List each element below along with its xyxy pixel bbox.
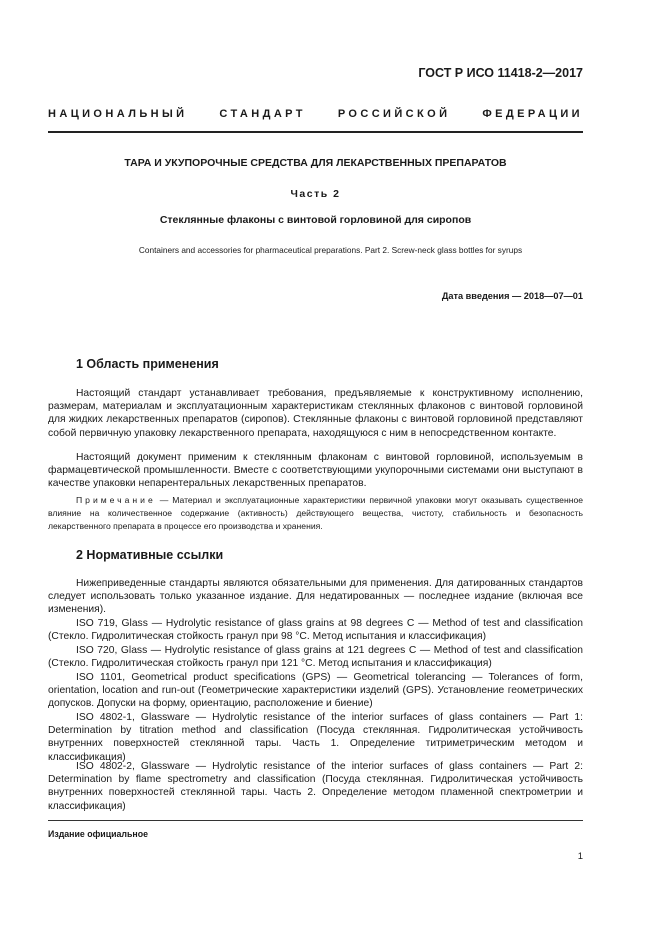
- reference-iso-720: ISO 720, Glass — Hydrolytic resistance of glass grains at 121 degrees C — Method of test and classification (Стекло. Гидролитическая стойкость гранул при 121 °С. Метод испытания и классификация): [48, 645, 583, 670]
- section-1-paragraph-2: Настоящий документ применим к стеклянным флаконам с винтовой горловиной, используемым в фармацевтической промышленности. Вместе с соответствующими укупорочными системами они выступают в качестве упаковки непарентеральных лекарственных препаратов.: [48, 452, 583, 490]
- header-rule: [48, 131, 583, 133]
- english-title: Containers and accessories for pharmaceutical preparations. Part 2. Screw-neck glass bottles for syrups: [138, 245, 523, 255]
- section-1-heading: 1 Область применения: [76, 357, 219, 371]
- national-standard-banner: НАЦИОНАЛЬНЫЙ СТАНДАРТ РОССИЙСКОЙ ФЕДЕРАЦИИ: [48, 108, 583, 120]
- section-1-paragraph-1: Настоящий стандарт устанавливает требования, предъявляемые к конструктивному исполнению, размерам, материалам и эксплуатационным характеристикам стеклянных флаконов с винтовой горловиной для жидких лекарственных препаратов (сиропов). Стеклянные флаконы с винтовой горловиной представляют собой первичную упаковку лекарственного препарата, находящуюся с ним в непосредственном контакте.: [48, 388, 583, 439]
- page-number: 1: [577, 851, 583, 862]
- standard-code: ГОСТ Р ИСО 11418-2—2017: [418, 66, 583, 80]
- document-title: ТАРА И УКУПОРОЧНЫЕ СРЕДСТВА ДЛЯ ЛЕКАРСТВЕННЫХ ПРЕПАРАТОВ: [124, 157, 507, 169]
- note-label: Примечание: [76, 495, 156, 505]
- official-edition-label: Издание официальное: [48, 829, 148, 839]
- section-2-heading: 2 Нормативные ссылки: [76, 548, 224, 562]
- section-1-note: [48, 494, 583, 533]
- document-subtitle: Стеклянные флаконы с винтовой горловиной для сиропов: [159, 214, 472, 226]
- part-label: Часть 2: [290, 188, 341, 200]
- reference-iso-4802-2: ISO 4802-2, Glassware — Hydrolytic resistance of the interior surfaces of glass containers — Part 2: Determination by flame spectrometry and classification (Посуда стеклянная. Гидролитическая устойчивость внутренних поверхностей стеклянной тары. Часть 2. Определение методом пламенной спектрометрии и классификация): [48, 761, 583, 812]
- reference-iso-4802-1: ISO 4802-1, Glassware — Hydrolytic resistance of the interior surfaces of glass containers — Part 1: Determination by titration method and classification (Посуда стеклянная. Гидролитическая устойчивость внутренних поверхностей стеклянной тары. Часть 1. Определение титриметрическим методом и классификация): [48, 712, 583, 763]
- note-text: — Материал и эксплуатационные характеристики первичной упаковки могут оказывать существенное влияние на количественное содержание (активность) действующего вещества, чистоту, стабильность и безопасность лекарственного препарата в процессе его производства и хранения.: [48, 495, 583, 531]
- footer-rule: [48, 820, 583, 821]
- effective-date: Дата введения — 2018—07—01: [441, 291, 583, 301]
- section-2-intro: Нижеприведенные стандарты являются обязательными для применения. Для датированных стандартов следует использовать только указанное издание. Для недатированных — последнее издание (включая все изменения).: [48, 578, 583, 616]
- reference-iso-719: ISO 719, Glass — Hydrolytic resistance of glass grains at 98 degrees C — Method of test and classification (Стекло. Гидролитическая стойкость гранул при 98 °С. Метод испытания и классификация): [48, 618, 583, 643]
- reference-iso-1101: ISO 1101, Geometrical product specifications (GPS) — Geometrical tolerancing — Tolerances of form, orientation, location and run-out (Геометрические характеристики изделий (GPS). Установление геометрических допусков. Допуски на форму, ориентацию, расположение и биение): [48, 672, 583, 710]
